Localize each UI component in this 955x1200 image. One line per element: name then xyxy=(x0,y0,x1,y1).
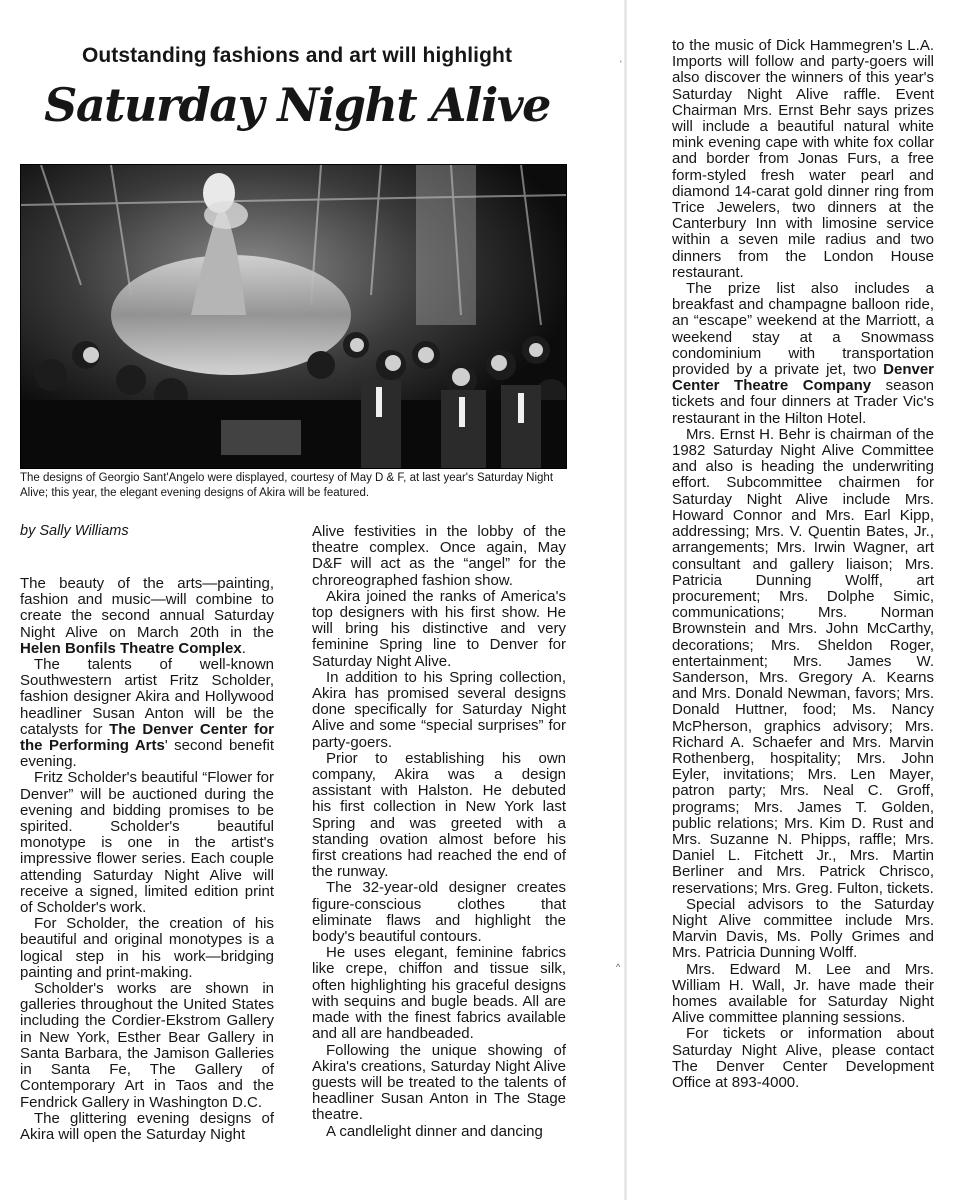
paragraph: Fritz Scholder's beautiful “Flower for Denver” will be auctioned during the evening and bidding promises to be spirited. Scholder's beautiful monotype is one in the artist's impressive flower series. Each couple attending Saturday Night Alive will receive a signed, limited edition print of Scholder's work. xyxy=(20,769,274,917)
text-run: . xyxy=(241,639,246,657)
text-run: The prize list also includes a breakfast and champagne balloon ride, an “escape” weekend at the Marriott, a weekend stay at a Snowmass condominium with transportation provided by a private jet, two xyxy=(672,280,934,379)
paragraph xyxy=(20,576,274,657)
article-column-3 xyxy=(672,38,934,1091)
headline-title: Saturday Night Alive xyxy=(44,78,550,132)
article-column-1 xyxy=(20,576,274,1143)
scan-speck: ' xyxy=(620,59,622,69)
paragraph: He uses elegant, feminine fabrics like crepe, chiffon and tissue silk, often highlighting his graceful designs with sequins and bugle beads. All are made with the finest fabrics available and all are handbeaded. xyxy=(312,944,566,1043)
paragraph: The 32-year-old designer creates figure-conscious clothes that eliminate flaws and highlight the body's beautiful contours. xyxy=(312,879,566,946)
paragraph: Special advisors to the Saturday Night Alive committee include Mrs. Marvin Davis, Ms. Polly Grimes and Mrs. Patricia Dunning Wolff. xyxy=(672,895,934,962)
paragraph: For Scholder, the creation of his beautiful and original monotypes is a logical step in his work—bridging painting and print-making. xyxy=(20,915,274,981)
paragraph: The glittering evening designs of Akira will open the Saturday Night xyxy=(20,1109,274,1143)
paragraph: Scholder's works are shown in galleries throughout the United States including the Cordier-Ekstrom Gallery in New York, Esther Bear Gallery in Santa Barbara, the Jamison Galleries in Santa Fe, The Gallery of Contemporary Art in Taos and the Fendrick Gallery in Washington D.C. xyxy=(20,980,274,1111)
paragraph: A candlelight dinner and dancing xyxy=(326,1122,543,1140)
paragraph: Prior to establishing his own company, Akira was a design assistant with Halston. He debuted his first collection in New York last Spring and was greeted with a standing ovation almost before his first creations had reached the end of the runway. xyxy=(312,749,566,881)
paragraph: Akira joined the ranks of America's top designers with his first show. He will bring his distinctive and very feminine Spring line to Denver for Saturday Night Alive. xyxy=(312,587,566,670)
paragraph: In addition to his Spring collection, Akira has promised several designs done specifically for Saturday Night Alive and some “special surprises” for party-goers. xyxy=(312,668,566,751)
scan-speck: ^ xyxy=(616,962,621,972)
paragraph: Mrs. Edward M. Lee and Mrs. William H. Wall, Jr. have made their homes available for Saturday Night Alive committee planning sessions. xyxy=(672,960,934,1027)
organization-name: Denver Center Theatre Company xyxy=(672,361,934,395)
paragraph: Following the unique showing of Akira's creations, Saturday Night Alive guests will be treated to the talents of headliner Susan Anton in The Stage theatre. xyxy=(312,1041,566,1124)
byline: by Sally Williams xyxy=(20,523,129,539)
paragraph: Alive festivities in the lobby of the theatre complex. Once again, May D&F will act as the “angel” for the chroreographed fashion show. xyxy=(312,523,566,589)
paragraph xyxy=(20,657,274,770)
photo-caption: The designs of Georgio Sant'Angelo were displayed, courtesy of May D & F, at last year's Saturday Night Alive; this year, the elegant evening designs of Akira will be featured. xyxy=(20,472,554,499)
organization-name: The Denver Center for the Performing Arts xyxy=(20,720,274,755)
event-photo-image xyxy=(21,165,566,468)
paragraph: Mrs. Ernst H. Behr is chairman of the 1982 Saturday Night Alive Committee and also is heading the underwriting effort. Subcommittee chairmen for Saturday Night Alive include Mrs. Howard Connor and Mrs. Earl Kipp, addressing; Mrs. V. Quentin Bates, Jr., arrangements; Mrs. Irwin Wagner, art consultant and gallery liaison; Mrs. Patricia Dunning Wolff, art procurement; Mrs. Dolphe Simic, communications; Mrs. Norman Brownstein and Mrs. John McCarthy, decorations; Mrs. Sheldon Roger, entertainment; Mrs. James W. Sanderson, Mrs. Gregory A. Kearns and Mrs. Donald Newman, favors; Mrs. Donald Huttner, food; Ms. Nancy McPherson, graphics advisory; Mrs. Richard A. Schaefer and Mrs. Marvin Rothenberg, hospitality; Mrs. John Eyler, invitations; Mrs. Len Mayer, patron party; Mrs. Neal C. Groff, programs; Mrs. James T. Golden, public relations; Mrs. Kim D. Rust and Mrs. Suzanne N. Phipps, raffle; Mrs. Daniel L. Fitchett Jr., Mrs. Martin Berliner and Mrs. Patrick Chrisco, reservations; Mrs. Greg. Fulton, tickets. xyxy=(672,425,934,897)
text-run: season tickets and four dinners at Trader Vic's restaurant in the Hilton Hotel. xyxy=(672,377,934,427)
paragraph: to the music of Dick Hammegren's L.A. Imports will follow and party-goers will also discover the winners of this year's Saturday Night Alive raffle. Event Chairman Mrs. Ernst Behr says prizes will include a beautiful natural white mink evening cape with white fox collar and border from Jonas Furs, a free form-styled fresh water pearl and diamond 14-carat gold dinner ring from Trice Jewelers, two dinners at the Canterbury Inn with limosine service within a seven mile radius and two dinners from the London House restaurant. xyxy=(672,37,934,281)
page-gutter xyxy=(624,0,627,1200)
paragraph xyxy=(672,281,934,427)
headline-kicker: Outstanding fashions and art will highlight xyxy=(81,44,513,67)
venue-name: Helen Bonfils Theatre Complex xyxy=(20,639,242,657)
event-photo xyxy=(20,164,567,469)
text-run: The talents of well-known Southwestern artist Fritz Scholder, fashion designer Akira and Hollywood headliner Susan Anton will be the catalysts for xyxy=(20,656,274,738)
article-column-2 xyxy=(312,524,566,1140)
text-run: ' second benefit evening. xyxy=(20,737,274,771)
text-run: The beauty of the arts—painting, fashion and music—will combine to create the second annual Saturday Night Alive on March 20th in the xyxy=(20,575,274,641)
paragraph: For tickets or information about Saturday Night Alive, please contact The Denver Center Development Office at 893-4000. xyxy=(672,1025,934,1091)
